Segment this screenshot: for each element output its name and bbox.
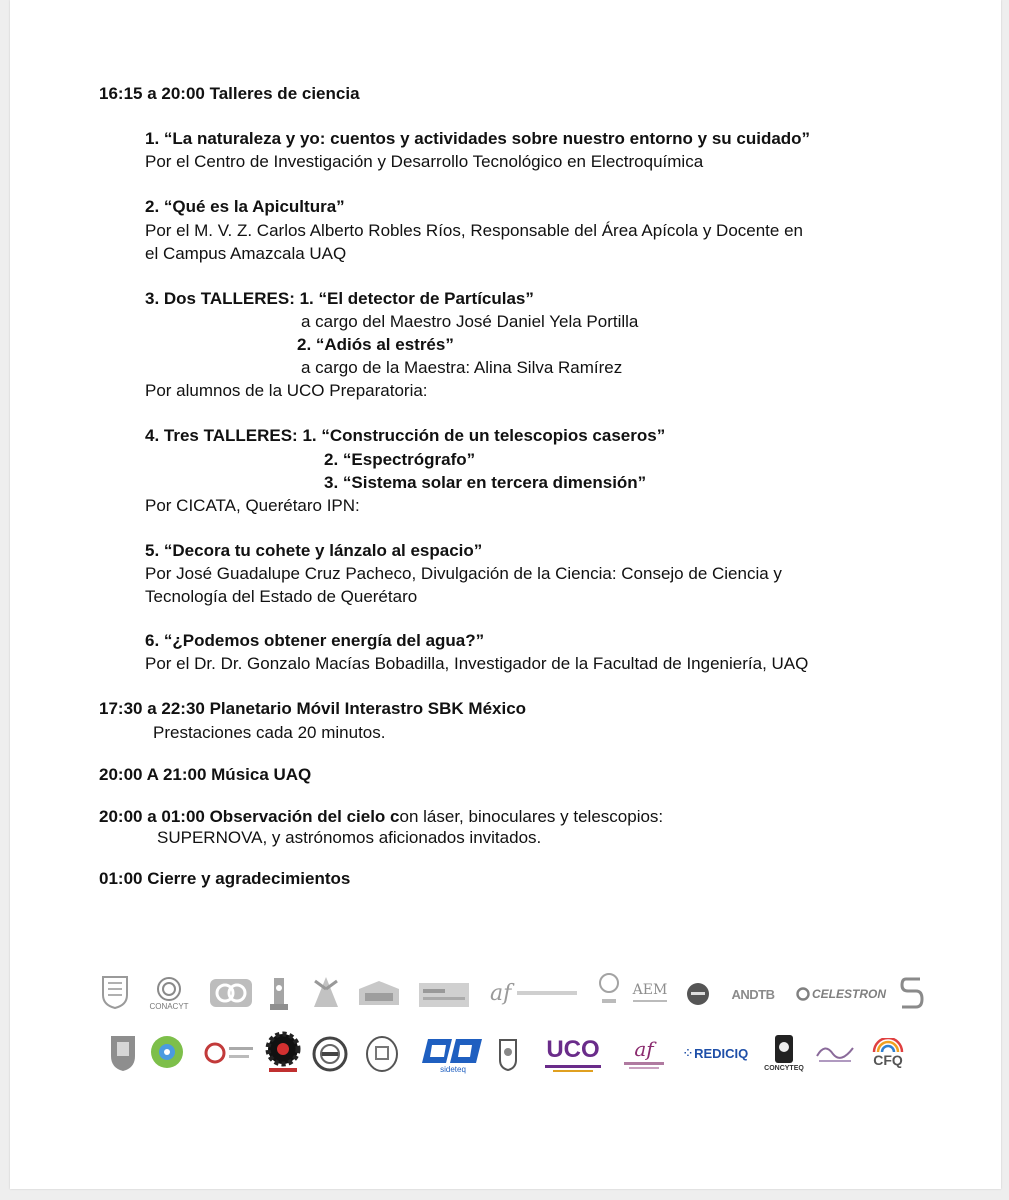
- cfq-logo: [866, 1032, 910, 1074]
- af-logo-2-text: af: [634, 1036, 654, 1061]
- unam-shield-logo: [98, 974, 132, 1010]
- af-logo-1-text: af: [490, 980, 512, 1006]
- taller-3-title: 3. Dos TALLERES: 1. “El detector de Partículas”: [145, 289, 534, 308]
- green-globe-logo: [146, 1032, 188, 1072]
- taller-6-title: 6. “¿Podemos obtener energía del agua?”: [145, 631, 485, 650]
- uco-logo-text: UCO: [546, 1036, 600, 1063]
- black-gear-logo: [262, 1028, 304, 1076]
- aem-logo-text: AEM: [632, 982, 668, 998]
- observacion-header: [99, 806, 663, 828]
- taller-6-presenter: Por el Dr. Dr. Gonzalo Macías Bobadilla, Investigador de la Facultad de Ingeniería, UAQ: [145, 654, 809, 673]
- aem-logo-underline: [633, 1000, 667, 1002]
- taller-4-title: 4. Tres TALLERES: 1. “Construcción de un telescopios caseros”: [145, 426, 666, 445]
- uco-logo-tagline: [545, 1065, 601, 1068]
- taller-4-sub2: 2. “Espectrógrafo”: [324, 450, 476, 469]
- af-logo-1-tagline: [517, 991, 577, 995]
- script-logo: [812, 1038, 858, 1068]
- round-seal-logo: [310, 1034, 350, 1074]
- building-logo-1: [354, 976, 404, 1010]
- sponsor-logos-row-1: [98, 968, 928, 1018]
- cfq-logo-text: CFQ: [873, 1052, 903, 1068]
- shield-logo-2: [108, 1032, 138, 1074]
- planetario-detail: Prestaciones cada 20 minutos.: [153, 723, 386, 742]
- af-logo-2-tagline-2: [629, 1067, 659, 1069]
- sct-logo: [596, 968, 622, 1014]
- observacion-detail: SUPERNOVA, y astrónomos aficionados invitados.: [157, 828, 542, 847]
- ring-emblem-logo: [208, 976, 254, 1010]
- document-page: [10, 0, 1001, 1189]
- black-circle-logo: [684, 980, 712, 1008]
- af-logo-2-tagline: [624, 1062, 664, 1065]
- taller-2-presenter-line1: Por el M. V. Z. Carlos Alberto Robles Ríos, Responsable del Área Apícola y Docente en: [145, 221, 803, 240]
- taller-3-presenter: Por alumnos de la UCO Preparatoria:: [145, 381, 428, 400]
- talleres-header: 16:15 a 20:00 Talleres de ciencia: [99, 84, 360, 103]
- windmill-logo: [308, 972, 344, 1014]
- conacyt-logo: [146, 970, 192, 1016]
- rediciq-logo-text: REDICIQ: [694, 1045, 749, 1061]
- uco-logo-tagline-2: [553, 1070, 593, 1072]
- cierre-header: 01:00 Cierre y agradecimientos: [99, 869, 351, 888]
- red-circle-logo: [202, 1038, 256, 1068]
- taller-3-sub2-presenter: a cargo de la Maestra: Alina Silva Ramírez: [301, 358, 623, 377]
- taller-3-sub1-presenter: a cargo del Maestro José Daniel Yela Portilla: [301, 312, 639, 331]
- uaq-tower-logo: [266, 972, 292, 1014]
- building-logo-2: [416, 976, 472, 1012]
- small-shield-logo: [496, 1032, 520, 1074]
- observacion-header-bold: 20:00 a 01:00 Observación del cielo c: [99, 807, 400, 826]
- taller-2-presenter-line2: el Campus Amazcala UAQ: [145, 244, 347, 263]
- planetario-header: 17:30 a 22:30 Planetario Móvil Interastro SBK México: [99, 699, 527, 718]
- taller-4-presenter: Por CICATA, Querétaro IPN:: [145, 496, 360, 515]
- taller-5-presenter-line2: Tecnología del Estado de Querétaro: [145, 587, 418, 606]
- sideteq-logo: [416, 1034, 490, 1076]
- musica-header: 20:00 A 21:00 Música UAQ: [99, 765, 312, 784]
- concyteq-logo: [762, 1028, 806, 1076]
- taller-1-presenter: Por el Centro de Investigación y Desarrollo Tecnológico en Electroquímica: [145, 152, 704, 171]
- taller-1-title: 1. “La naturaleza y yo: cuentos y actividades sobre nuestro entorno y su cuidado”: [145, 129, 811, 148]
- taller-2-title: 2. “Qué es la Apicultura”: [145, 197, 345, 216]
- celestron-logo: [792, 982, 890, 1006]
- andtb-logo-text: ANDTB: [731, 986, 775, 1002]
- taller-4-sub3: 3. “Sistema solar en tercera dimensión”: [324, 473, 647, 492]
- dots-icon: ⁘: [683, 1047, 693, 1059]
- aem-logo: [630, 976, 670, 1008]
- andtb-logo: [722, 982, 784, 1006]
- concyteq-logo-text: CONCYTEQ: [764, 1064, 804, 1072]
- taller-5-presenter-line1: Por José Guadalupe Cruz Pacheco, Divulgación de la Ciencia: Consejo de Ciencia y: [145, 564, 782, 583]
- sideteq-logo-text: sideteq: [440, 1064, 466, 1074]
- af-logo-2: [620, 1032, 668, 1074]
- rediciq-logo: [678, 1040, 754, 1066]
- af-logo-1: [490, 974, 594, 1012]
- taller-3-sub2-title: 2. “Adiós al estrés”: [297, 335, 454, 354]
- uco-logo: [540, 1034, 606, 1076]
- sponsor-logos-row-2: [98, 1028, 928, 1078]
- conacyt-logo-text: CONACYT: [149, 1001, 189, 1011]
- taller-5-title: 5. “Decora tu cohete y lánzalo al espacio”: [145, 541, 483, 560]
- celestron-logo-text: CELESTRON: [811, 987, 886, 1001]
- s-emblem-logo: [898, 974, 926, 1012]
- observacion-header-rest: on láser, binoculares y telescopios:: [399, 807, 664, 826]
- oval-seal-logo: [362, 1034, 402, 1074]
